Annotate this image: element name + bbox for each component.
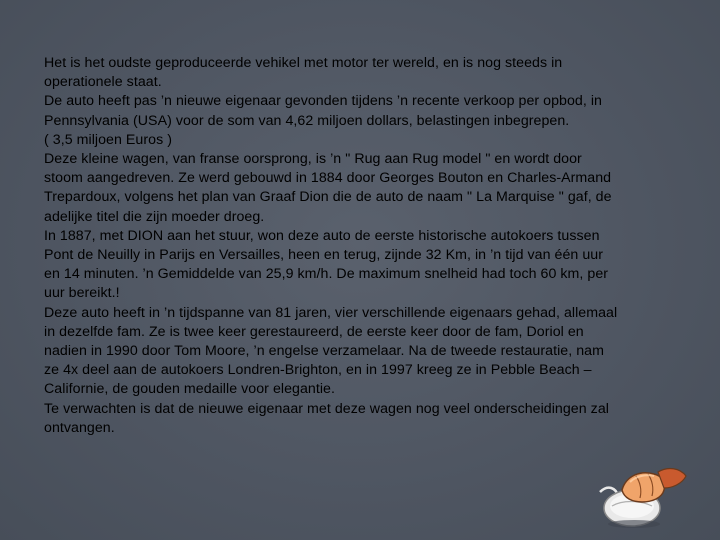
text-line: Pennsylvania (USA) voor de som van 4,62 miljoen dollars, belastingen inbegrepen. [44, 112, 570, 129]
text-line: In 1887, met DION aan het stuur, won deze auto de eerste historische autokoers tussen [44, 227, 600, 244]
text-line: adelijke titel die zijn moeder droeg. [44, 208, 265, 225]
text-line: Het is het oudste geproduceerde vehikel met motor ter wereld, en is nog steeds in [44, 55, 563, 71]
text-line: uur bereikt.! [44, 285, 120, 302]
text-line: ze 4x deel aan de autokoers Londren-Brighton, en in 1997 kreeg ze in Pebble Beach – [44, 362, 592, 379]
text-line: Te verwachten is dat de nieuwe eigenaar met deze wagen nog veel onderscheidingen zal [44, 400, 609, 417]
text-line: Californie, de gouden medaille voor elegantie. [44, 381, 335, 398]
text-line: operationele staat. [44, 74, 162, 91]
text-line: Deze auto heeft in ’n tijdspanne van 81 jaren, vier verschillende eigenaars gehad, allemaal [44, 304, 618, 321]
slide-body-text [44, 54, 689, 438]
text-line: Pont de Neuilly in Parijs en Versailles, heen en terug, zijnde 32 Km, in ’n tijd van één uur [44, 247, 604, 264]
text-line: Deze kleine wagen, van franse oorsprong, is ’n " Rug aan Rug model " en wordt door [44, 151, 582, 168]
hand-on-mouse-icon[interactable] [596, 462, 692, 530]
text-line: De auto heeft pas ’n nieuwe eigenaar gevonden tijdens ’n recente verkoop per opbod, in [44, 93, 602, 110]
text-line: ontvangen. [44, 419, 115, 436]
text-line: nadien in 1990 door Tom Moore, ’n engelse verzamelaar. Na de tweede restauratie, nam [44, 343, 604, 360]
text-line: en 14 minuten. ’n Gemiddelde van 25,9 km/h. De maximum snelheid had toch 60 km, per [44, 266, 609, 283]
text-line: ( 3,5 miljoen Euros ) [44, 131, 172, 148]
text-line: stoom aangedreven. Ze werd gebouwd in 1884 door Georges Bouton en Charles-Armand [44, 170, 612, 187]
text-line: in dezelfde fam. Ze is twee keer gerestaureerd, de eerste keer door de fam, Doriol en [44, 323, 584, 340]
text-line: Trepardoux, volgens het plan van Graaf Dion die de auto de naam " La Marquise " gaf, de [44, 189, 612, 206]
